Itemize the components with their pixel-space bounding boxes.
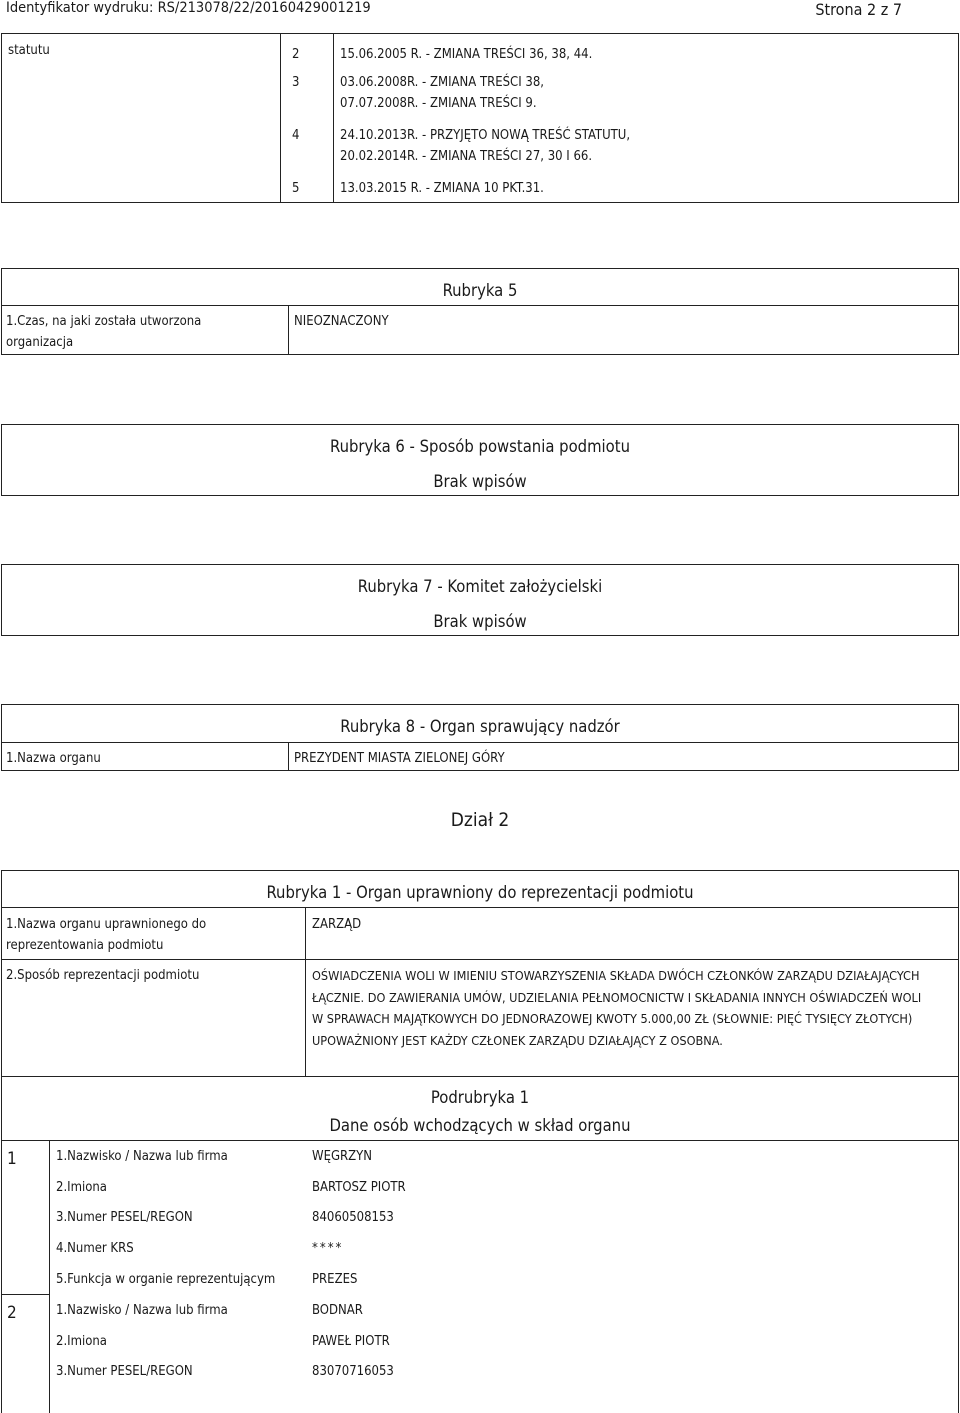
field-label: organizacja	[6, 335, 74, 350]
field-value: BODNAR	[312, 1303, 363, 1318]
statute-entry-text: 20.02.2014R. - ZMIANA TREŚCI 27, 30 I 66.	[340, 149, 593, 164]
person-number: 2	[7, 1303, 17, 1323]
statute-entry-no: 3	[292, 75, 300, 90]
field-value: PREZYDENT MIASTA ZIELONEJ GÓRY	[294, 751, 505, 766]
field-value: PREZES	[312, 1272, 358, 1287]
statute-entry-text: 24.10.2013R. - PRZYJĘTO NOWĄ TREŚĆ STATUTU,	[340, 128, 631, 143]
person-number: 1	[7, 1149, 17, 1169]
statute-entry-no: 4	[292, 128, 300, 143]
field-label: 3.Numer PESEL/REGON	[56, 1210, 193, 1225]
rubryka-8-title: Rubryka 8 - Organ sprawujący nadzór	[340, 717, 620, 736]
field-value: BARTOSZ PIOTR	[312, 1180, 406, 1195]
field-label: 1.Nazwa organu uprawnionego do	[6, 917, 207, 932]
rubryka-5-title: Rubryka 5	[442, 281, 518, 300]
field-label: 5.Funkcja w organie reprezentującym	[56, 1272, 276, 1287]
field-label: 3.Numer PESEL/REGON	[56, 1364, 193, 1379]
statute-entry-text: 07.07.2008R. - ZMIANA TREŚCI 9.	[340, 96, 537, 111]
field-value: 83070716053	[312, 1364, 394, 1379]
statute-entry-no: 5	[292, 181, 300, 196]
podrubryka-subtitle: Dane osób wchodzących w skład organu	[329, 1116, 631, 1135]
field-label: 1.Nazwisko / Nazwa lub firma	[56, 1303, 228, 1318]
empty-notice: Brak wpisów	[433, 612, 527, 631]
field-value: 84060508153	[312, 1210, 394, 1225]
field-value: ZARZĄD	[312, 917, 362, 932]
field-value: ****	[312, 1241, 344, 1256]
rubryka-6-title: Rubryka 6 - Sposób powstania podmiotu	[330, 437, 630, 456]
field-label: 2.Imiona	[56, 1334, 107, 1349]
podrubryka-title: Podrubryka 1	[430, 1088, 530, 1107]
field-value: PAWEŁ PIOTR	[312, 1334, 390, 1349]
rubryka-7-title: Rubryka 7 - Komitet założycielski	[357, 577, 603, 596]
field-label: 2.Imiona	[56, 1180, 107, 1195]
field-label: 4.Numer KRS	[56, 1241, 134, 1256]
statute-entry-text: 15.06.2005 R. - ZMIANA TREŚCI 36, 38, 44.	[340, 47, 593, 62]
page-number: Strona 2 z 7	[815, 0, 902, 19]
representation-method: OŚWIADCZENIA WOLI W IMIENIU STOWARZYSZENIA SKŁADA DWÓCH CZŁONKÓW ZARZĄDU DZIAŁAJĄCYCH ŁĄCZNIE. DO ZAWIERANIA UMÓW, UDZIELANIA PEŁNOMOCNICTW I SKŁADANIA INNYCH OŚWIADCZEŃ WOLI W SPRAWACH MAJĄTKOWYCH DO JEDNORAZOWEJ KWOTY 5.000,00 ZŁ (SŁOWNIE: PIĘĆ TYSIĘCY ZŁOTYCH) UPOWAŻNIONY JEST KAŻDY CZŁONEK ZARZĄDU DZIAŁAJĄCY Z OSOBNA.	[312, 968, 922, 1048]
field-label: 2.Sposób reprezentacji podmiotu	[6, 968, 200, 983]
rubryka-1-title: Rubryka 1 - Organ uprawniony do reprezentacji podmiotu	[266, 883, 694, 902]
field-value: WĘGRZYN	[312, 1149, 373, 1164]
section-title: Dział 2	[450, 809, 510, 831]
statute-entry-text: 13.03.2015 R. - ZMIANA 10 PKT.31.	[340, 181, 544, 196]
field-label: 1.Nazwa organu	[6, 751, 101, 766]
empty-notice: Brak wpisów	[433, 472, 527, 491]
statute-entry-text: 03.06.2008R. - ZMIANA TREŚCI 38,	[340, 75, 544, 90]
print-identifier: Identyfikator wydruku: RS/213078/22/20160429001219	[6, 0, 371, 16]
field-value: NIEOZNACZONY	[294, 314, 389, 329]
statute-entry-no: 2	[292, 47, 300, 62]
field-label: 1.Czas, na jaki została utworzona	[6, 314, 202, 329]
statute-label: statutu	[8, 43, 50, 58]
field-label: reprezentowania podmiotu	[6, 938, 164, 953]
field-label: 1.Nazwisko / Nazwa lub firma	[56, 1149, 228, 1164]
